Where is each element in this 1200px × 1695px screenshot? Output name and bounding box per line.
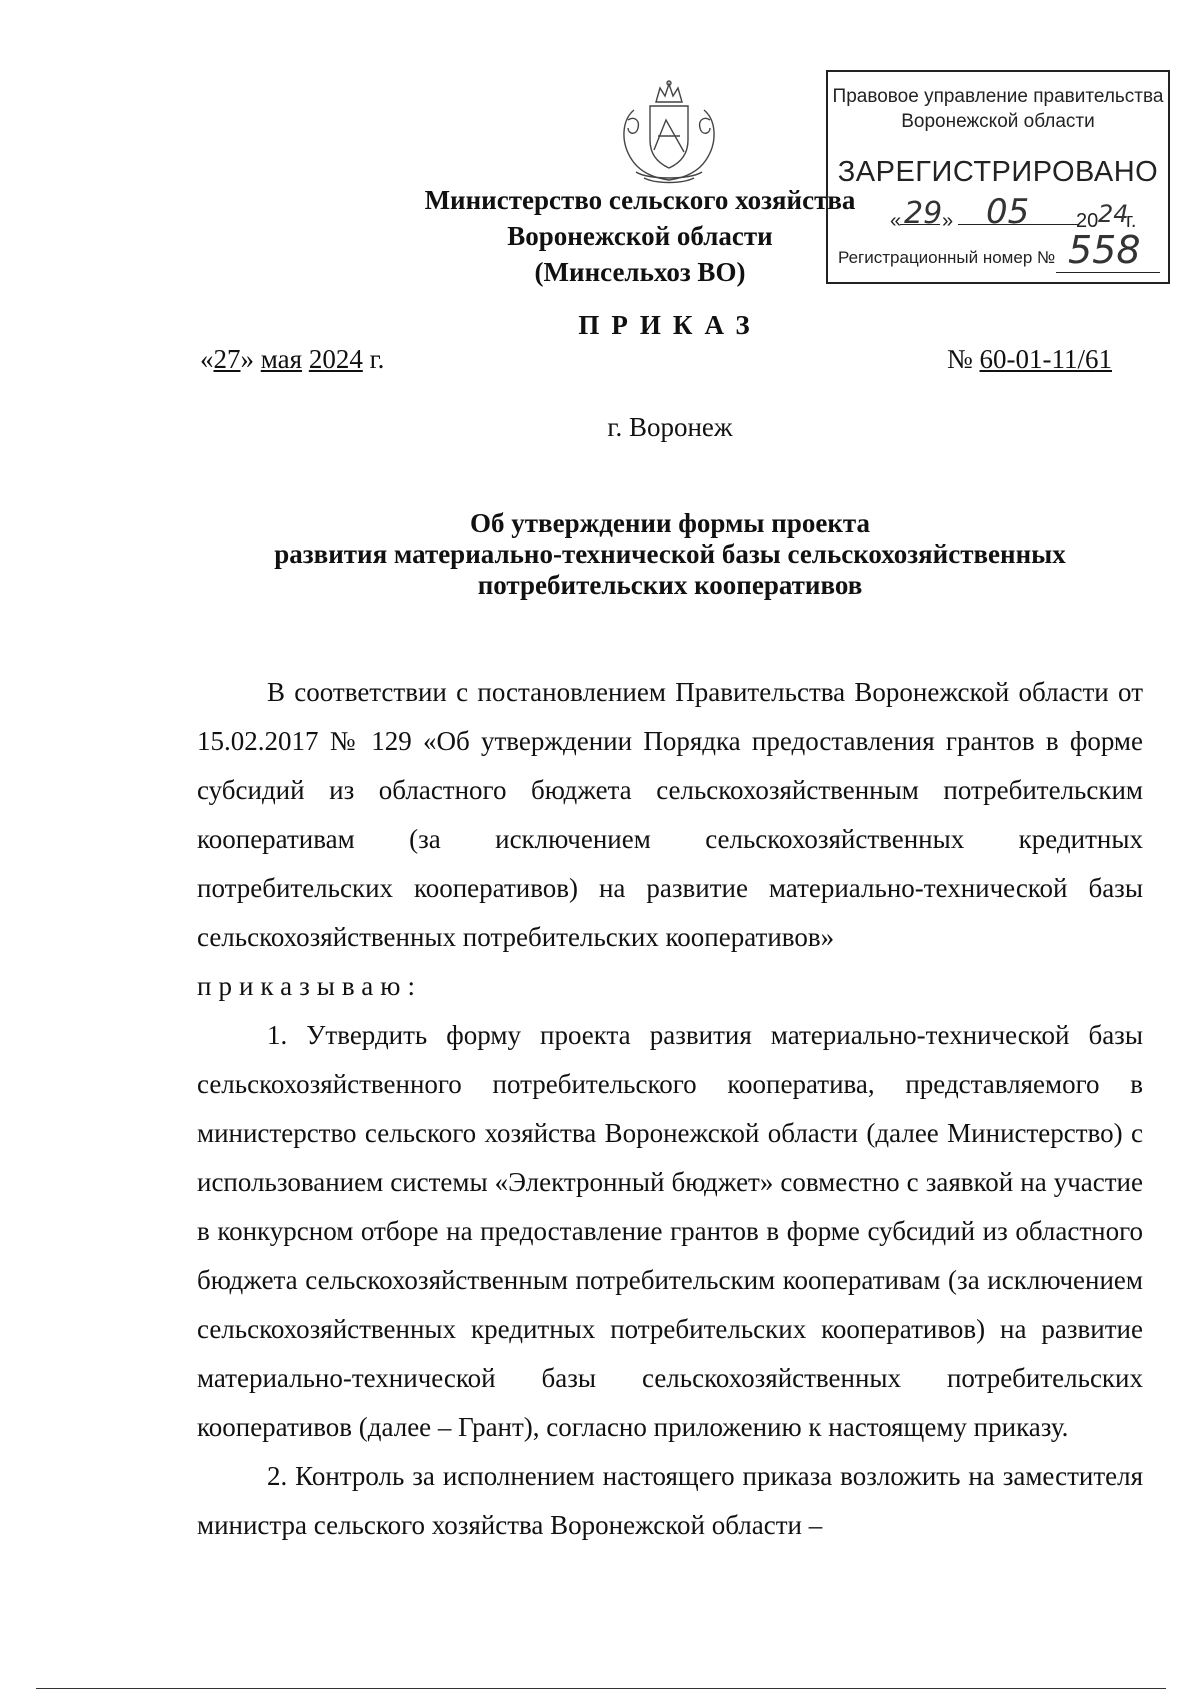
stamp-year-hand: 24 (1098, 200, 1129, 228)
stamp-reg-number: 558 (1068, 228, 1141, 272)
registration-stamp (826, 70, 1170, 284)
stamp-authority (828, 84, 1168, 134)
stamp-month: 05 (986, 192, 1030, 232)
subject-line1: Об утверждении формы проекта (470, 508, 870, 538)
body-order-word: приказываю: (197, 971, 422, 1001)
order-number-value: 60-01-11/61 (979, 344, 1112, 374)
subject-line3: потребительских кооперативов (477, 570, 863, 600)
stamp-reg-label: Регистрационный номер № (838, 248, 1056, 267)
ministry-name-line2: Воронежской области (507, 221, 773, 251)
order-date-month: мая (260, 344, 303, 374)
body-item-2: 2. Контроль за исполнением настоящего приказа возложить на заместителя министра сельского хозяйства Воронежской области – (197, 1461, 1143, 1540)
order-number-sign: № (947, 344, 973, 374)
order-number (947, 344, 1112, 375)
stamp-status: ЗАРЕГИСТРИРОВАНО (837, 156, 1159, 188)
order-date: «27» мая 2024 г. (200, 344, 385, 374)
order-date-suffix: г. (369, 344, 385, 374)
order-date-day: 27 (213, 344, 241, 374)
ministry-name-line1: Министерство сельского хозяйства (424, 185, 856, 215)
order-city: г. Воронеж (607, 412, 733, 442)
stamp-year-prefix: 20 (1076, 210, 1099, 232)
coat-of-arms-icon (614, 80, 724, 188)
stamp-day: 29 (904, 196, 943, 231)
stamp-year-suffix: г. (1126, 210, 1137, 232)
order-body (197, 668, 1143, 1550)
order-title: ПРИКАЗ (578, 310, 762, 340)
body-preamble: В соответствии с постановлением Правительства Воронежской области от 15.02.2017 № 129 «Об утверждении Порядка предоставления грантов в форме субсидий из областного бюджета сельскохозяйственным потребительским кооперативам (за исключением сельскохозяйственных кредитных потребительских кооперативов) на развитие материально-технической базы сельскохозяйственных потребительских кооперативов» (197, 677, 1143, 952)
ministry-name-line3: (Минсельхоз ВО) (534, 257, 746, 287)
order-date-year: 2024 (308, 344, 363, 374)
body-item-1: 1. Утвердить форму проекта развития материально-технической базы сельскохозяйственного потребительского кооператива, представляемого в министерство сельского хозяйства Воронежской области (далее Министерство) с использованием системы «Электронный бюджет» совместно с заявкой на участие в конкурсном отборе на предоставление грантов в форме субсидий из областного бюджета сельскохозяйственным потребительским кооперативам (за исключением сельскохозяйственных кредитных потребительских кооперативов) на развитие материально-технической базы сельскохозяйственных потребительских кооперативов (далее – Грант), согласно приложению к настоящему приказу. (197, 1020, 1143, 1442)
stamp-authority-line2: Воронежской области (901, 111, 1095, 132)
stamp-authority-line1: Правовое управление правительства (832, 86, 1164, 107)
stamp-date: « 29 » 05 20 24 г. (890, 192, 1137, 232)
order-subject (200, 508, 1140, 601)
page-bottom-divider (36, 1688, 1166, 1689)
ministry-header (380, 182, 900, 290)
subject-line2: развития материально-технической базы сельскохозяйственных (274, 539, 1066, 569)
